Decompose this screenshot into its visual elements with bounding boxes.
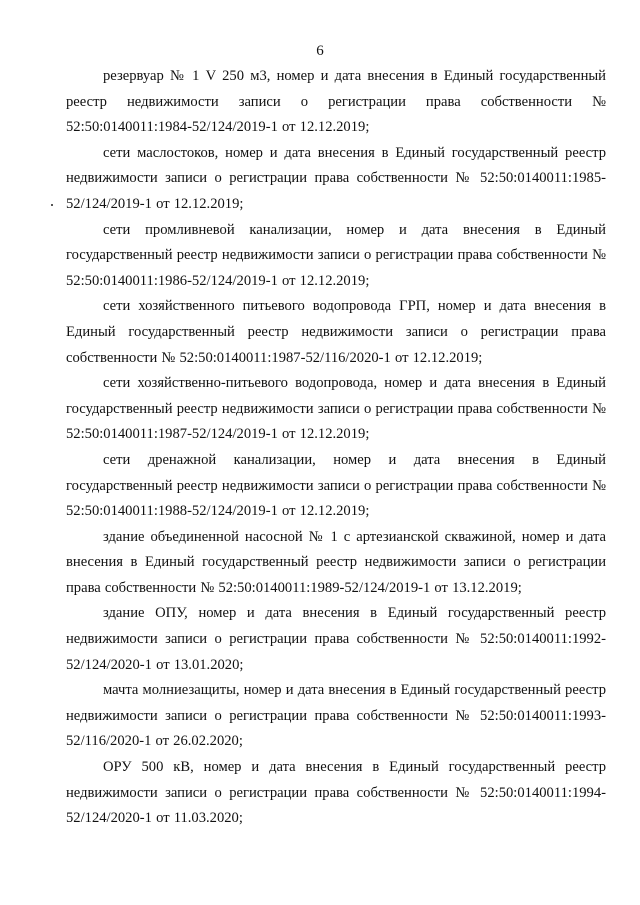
page-number: 6 bbox=[316, 43, 324, 59]
paragraph-oru-500kv: ОРУ 500 кВ, номер и дата внесения в Единый государственный реестр недвижимости записи о регистрации права собственности № 52:50:0140011:1994-52/124/2020-1 от 11.03.2020; bbox=[66, 759, 606, 827]
paragraph-drainage-sewer: сети дренажной канализации, номер и дата внесения в Единый государственный реестр недвижимости записи о регистрации права собственности № 52:50:0140011:1988-52/124/2019-1 от 12.12.2019; bbox=[66, 451, 606, 520]
paragraph-storm-sewer: сети промливневой канализации, номер и дата внесения в Единый государственный реестр недвижимости записи о регистрации права собственности № 52:50:0140011:1986-52/124/2019-1 от 12.12.2019; bbox=[66, 221, 606, 289]
scan-speck bbox=[51, 204, 53, 206]
paragraph-pumping-station: здание объединенной насосной № 1 с артезианской скважиной, номер и дата внесения в Единый государственный реестр недвижимости записи о регистрации права собственности № 52:50:0140011:1989-52/124/2019-1 от 13.12.2019; bbox=[66, 528, 606, 596]
paragraph-lightning-mast: мачта молниезащиты, номер и дата внесения в Единый государственный реестр недвижимости записи о регистрации права собственности № 52:50:0140011:1993-52/116/2020-1 от 26.02.2020; bbox=[66, 682, 606, 750]
document-body bbox=[66, 64, 606, 832]
paragraph-oil-drain-networks: сети маслостоков, номер и дата внесения в Единый государственный реестр недвижимости записи о регистрации права собственности № 52:50:0140011:1985-52/124/2019-1 от 12.12.2019; bbox=[66, 144, 606, 212]
paragraph-reservoir: резервуар № 1 V 250 м3, номер и дата внесения в Единый государственный реестр недвижимости записи о регистрации права собственности № 52:50:0140011:1984-52/124/2019-1 от 12.12.2019; bbox=[66, 68, 606, 136]
paragraph-opu-building: здание ОПУ, номер и дата внесения в Единый государственный реестр недвижимости записи о регистрации права собственности № 52:50:0140011:1992-52/124/2020-1 от 13.01.2020; bbox=[66, 605, 606, 673]
paragraph-household-water-supply: сети хозяйственно-питьевого водопровода, номер и дата внесения в Единый государственный реестр недвижимости записи о регистрации права собственности № 52:50:0140011:1987-52/124/2019-1 от 12.12.2019; bbox=[66, 375, 606, 443]
paragraph-drinking-water-grp: сети хозяйственного питьевого водопровода ГРП, номер и дата внесения в Единый государственный реестр недвижимости записи о регистрации права собственности № 52:50:0140011:1987-52/116/2020-1 от 12.12.2019; bbox=[66, 298, 606, 366]
